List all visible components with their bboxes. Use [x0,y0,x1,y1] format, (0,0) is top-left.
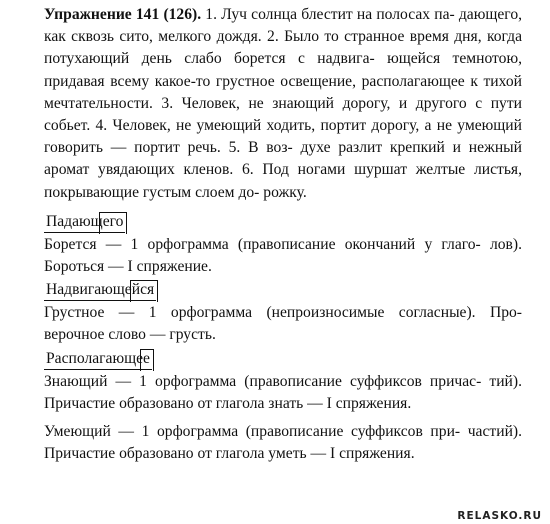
exercise-line: портит дорогу, а не умеющий говорить — портит речь. 5. В воз- [44,117,522,157]
exercise-line: духе разлит крепкий и нежный аромат увядающих кленов. 6. Под [44,139,522,179]
exercise-page [44,4,522,465]
ending-box [99,212,127,234]
entry-text [44,302,522,346]
ending-box [130,280,158,302]
parsed-word-text: Падающего [46,212,124,230]
exercise-line: ногами шуршат желтые листья, покрывающие густым слоем до- [44,161,522,201]
exercise-line: 1. Луч солнца блестит на полосах па- [205,6,455,23]
entry-line: лов). Бороться — I спряжение. [44,235,522,276]
entry-text [44,421,522,465]
entry-line: верочное слово — грусть. [44,326,216,344]
parsing-entry [44,280,522,346]
exercise-paragraph [44,4,522,204]
exercise-line: дающего, как сквозь сито, мелкого дождя. 2. Было то странное [44,6,523,46]
parsed-word [44,280,156,301]
entry-line: Борется — 1 орфограмма (правописание окончаний у глаго- [44,235,481,253]
entry-line: Умеющий — 1 орфограмма (правописание суффиксов при- [44,423,461,441]
exercise-line: время дня, когда потухающий день слабо борется с надвига- [44,28,522,68]
parsed-word-text: Располагающее [46,349,150,367]
parsing-entry [44,349,522,415]
entry-line: частий). Причастие образовано от глагола уметь — I спряжения. [44,423,522,463]
site-watermark: RELASKO.RU [457,510,542,522]
entry-line: Знающий — 1 орфограмма (правописание суффиксов причас- [44,372,482,390]
entry-line: тий). Причастие образовано от глагола знать — I спряжения. [44,372,522,412]
entry-text [44,234,522,278]
exercise-line: ющейся темнотою, придавая всему какое-то грустное освещение, [44,50,522,90]
exercise-line: дорогу, и другого с пути собьет. 4. Человек, не умеющий ходить, [44,94,522,135]
exercise-title: Упражнение 141 (126). [44,6,202,23]
parsing-entry [44,212,522,278]
parsing-entry [44,421,522,465]
parsed-word [44,212,125,233]
parsed-word-text: Надвигающейся [46,281,155,299]
exercise-line: рожку. [263,183,307,201]
ending-box [140,349,154,371]
entry-text [44,371,522,415]
parsed-word [44,349,152,370]
entry-line: Грустное — 1 орфограмма (непроизносимые согласные). Про- [44,304,522,322]
exercise-line: располагающее к тихой мечтательности. 3. Человек, не знающий [44,72,522,112]
